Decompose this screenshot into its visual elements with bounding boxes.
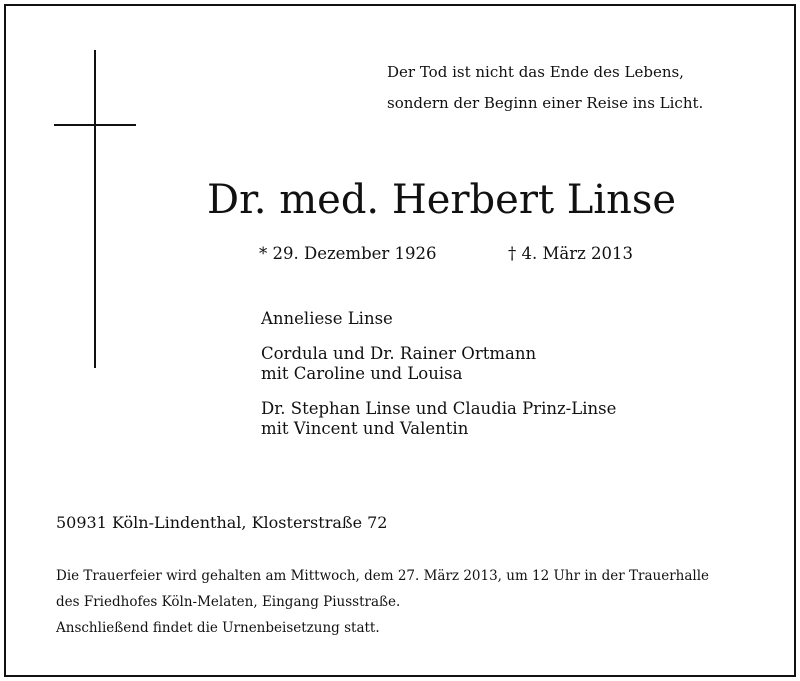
motto-line-2: sondern der Beginn einer Reise ins Licht. [387,94,704,112]
family-line-4: Dr. Stephan Linse und Claudia Prinz-Linse [261,399,617,418]
family-line-2: Cordula und Dr. Rainer Ortmann [261,344,537,363]
family-line-3: mit Caroline und Louisa [261,364,463,383]
motto-line-1: Der Tod ist nicht das Ende des Lebens, [387,63,684,81]
family-line-5: mit Vincent und Valentin [261,419,469,438]
birth-date: * 29. Dezember 1926 [259,244,437,263]
deceased-name: Dr. med. Herbert Linse [207,177,677,223]
ceremony-line-1: Die Trauerfeier wird gehalten am Mittwoch, dem 27. März 2013, um 12 Uhr in der Trauerhalle [56,568,710,584]
ceremony-line-2: des Friedhofes Köln-Melaten, Eingang Piusstraße. [56,594,401,610]
family-line-1: Anneliese Linse [261,309,393,328]
death-date: † 4. März 2013 [508,244,634,263]
cross-icon-bar [54,124,136,126]
address: 50931 Köln-Lindenthal, Klosterstraße 72 [56,513,388,532]
ceremony-line-3: Anschließend findet die Urnenbeisetzung statt. [56,620,380,636]
cross-icon [94,50,96,368]
